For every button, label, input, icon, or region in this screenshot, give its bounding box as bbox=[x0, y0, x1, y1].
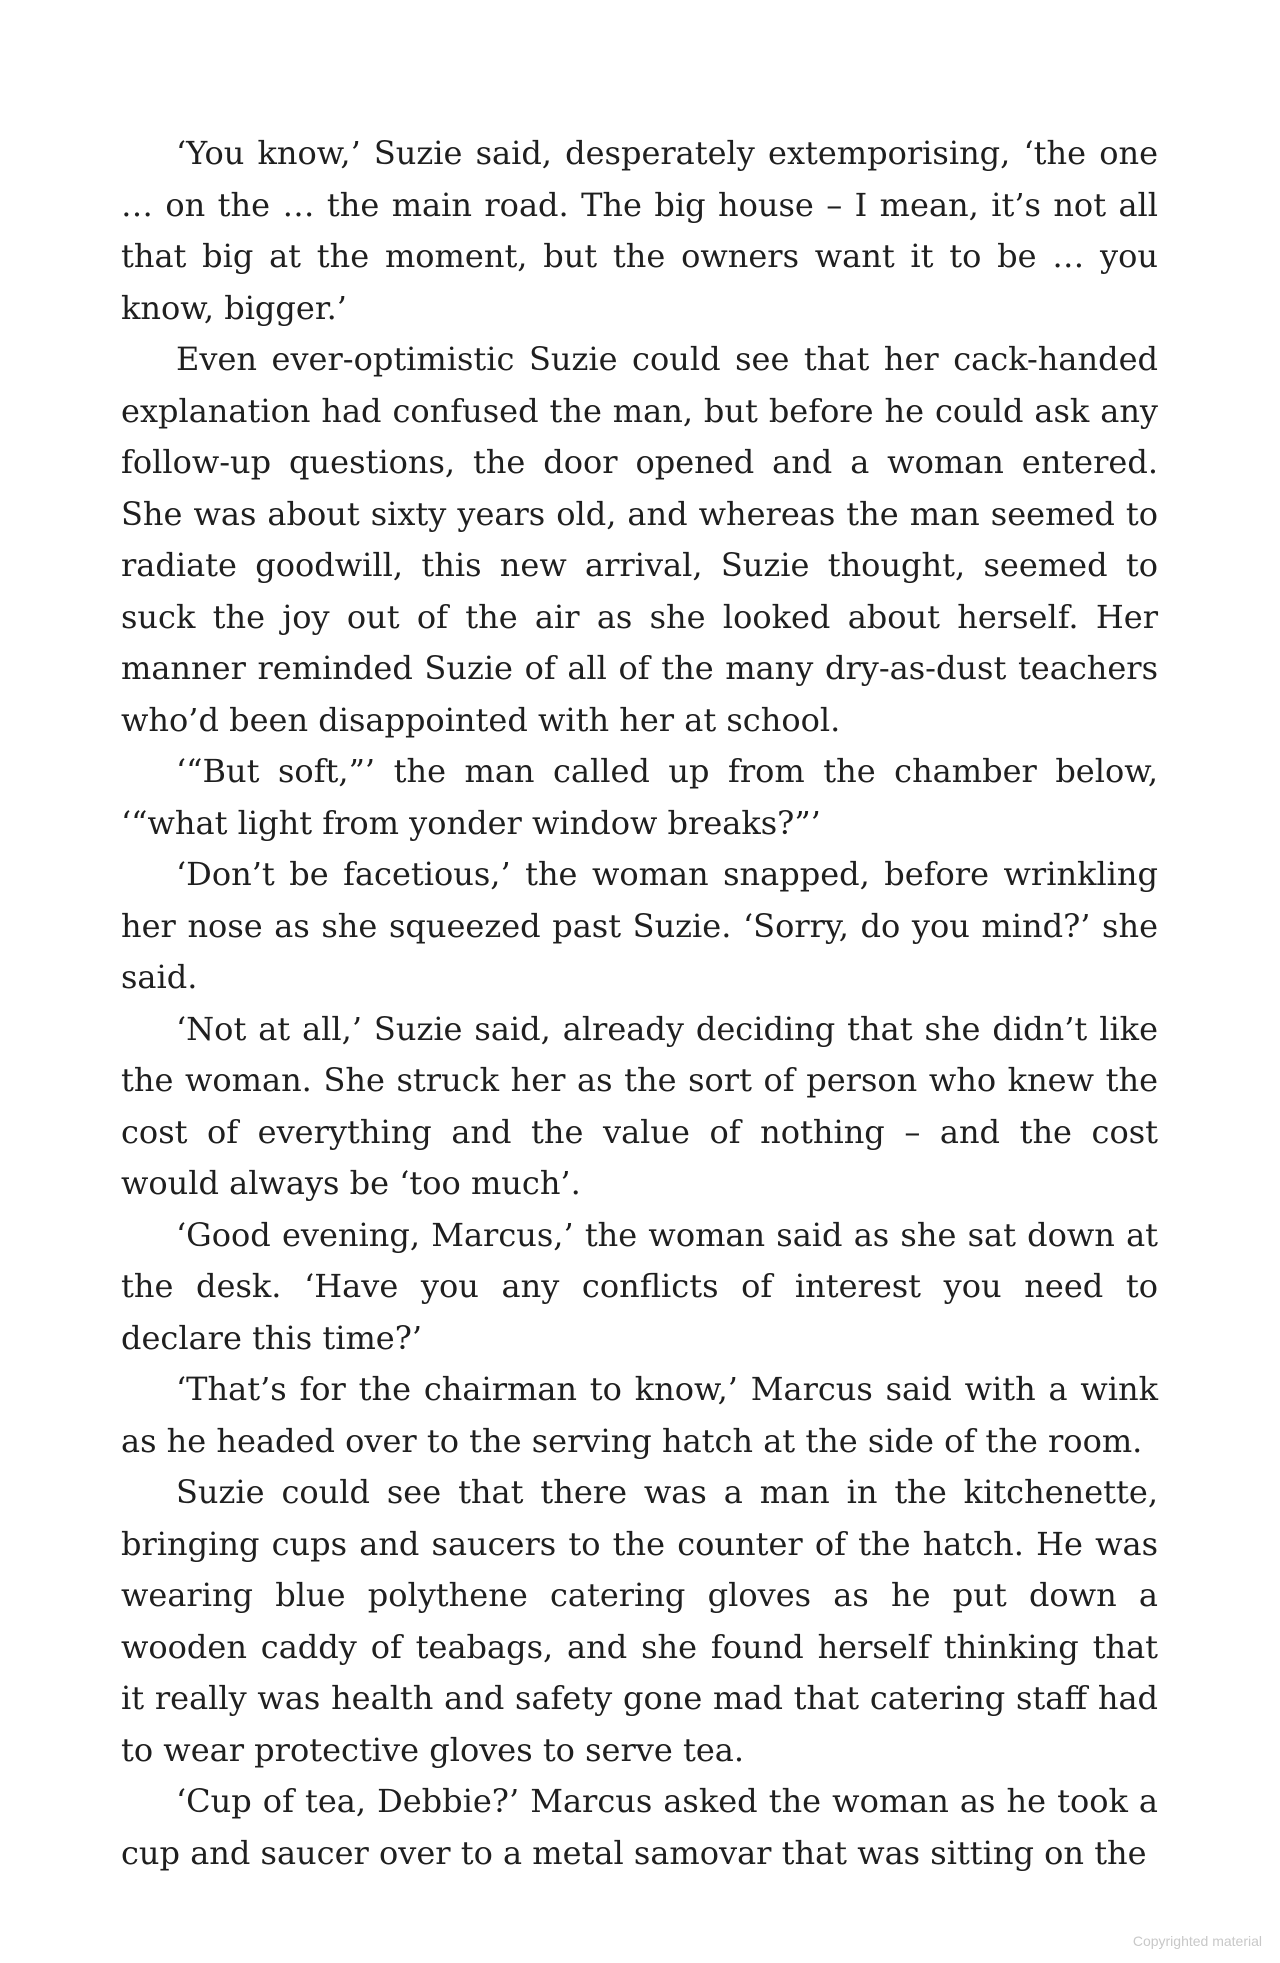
paragraph: ‘Don’t be facetious,’ the woman snapped, before wrinkling her nose as she squeezed past Suzie. ‘Sorry, do you mind?’ she said. bbox=[121, 855, 1158, 996]
copyright-watermark: Copyrighted material bbox=[1132, 1933, 1262, 1949]
paragraph: ‘You know,’ Suzie said, desperately extemporising, ‘the one … on the … the main road. The big house – I mean, it’s not all that big at the moment, but the owners want it to be … you know, bigger.’ bbox=[121, 134, 1158, 327]
paragraph: ‘Cup of tea, Debbie?’ Marcus asked the woman as he took a cup and saucer over to a metal samovar that was sitting on the bbox=[121, 1782, 1158, 1872]
paragraph: ‘Good evening, Marcus,’ the woman said as she sat down at the desk. ‘Have you any conflicts of interest you need to declare this time?’ bbox=[121, 1215, 1158, 1357]
paragraph: ‘“But soft,”’ the man called up from the chamber below, ‘“what light from yonder window breaks?”’ bbox=[121, 752, 1158, 842]
paragraph: ‘That’s for the chairman to know,’ Marcus said with a wink as he headed over to the serving hatch at the side of the room. bbox=[121, 1370, 1158, 1460]
paragraph: Even ever-optimistic Suzie could see that her cack-handed explanation had confused the man, but before he could ask any follow-up questions, the door opened and a woman entered. She was about sixty years old, and whereas the man seemed to radiate goodwill, this new arrival, Suzie thought, seemed to suck the joy out of the air as she looked about herself. Her manner reminded Suzie of all of the many dry-as-dust teachers who’d been disappointed with her at school. bbox=[121, 340, 1158, 739]
paragraph: ‘Not at all,’ Suzie said, already deciding that she didn’t like the woman. She struck her as the sort of person who knew the cost of everything and the value of nothing – and the cost would always be ‘too much’. bbox=[121, 1009, 1158, 1202]
page-text bbox=[121, 128, 1158, 1879]
paragraph: Suzie could see that there was a man in the kitchenette, bringing cups and saucers to the counter of the hatch. He was wearing blue polythene catering gloves as he put down a wooden caddy of teabags, and she found herself thinking that it really was health and safety gone mad that catering staff had to wear protective gloves to serve tea. bbox=[121, 1473, 1158, 1769]
